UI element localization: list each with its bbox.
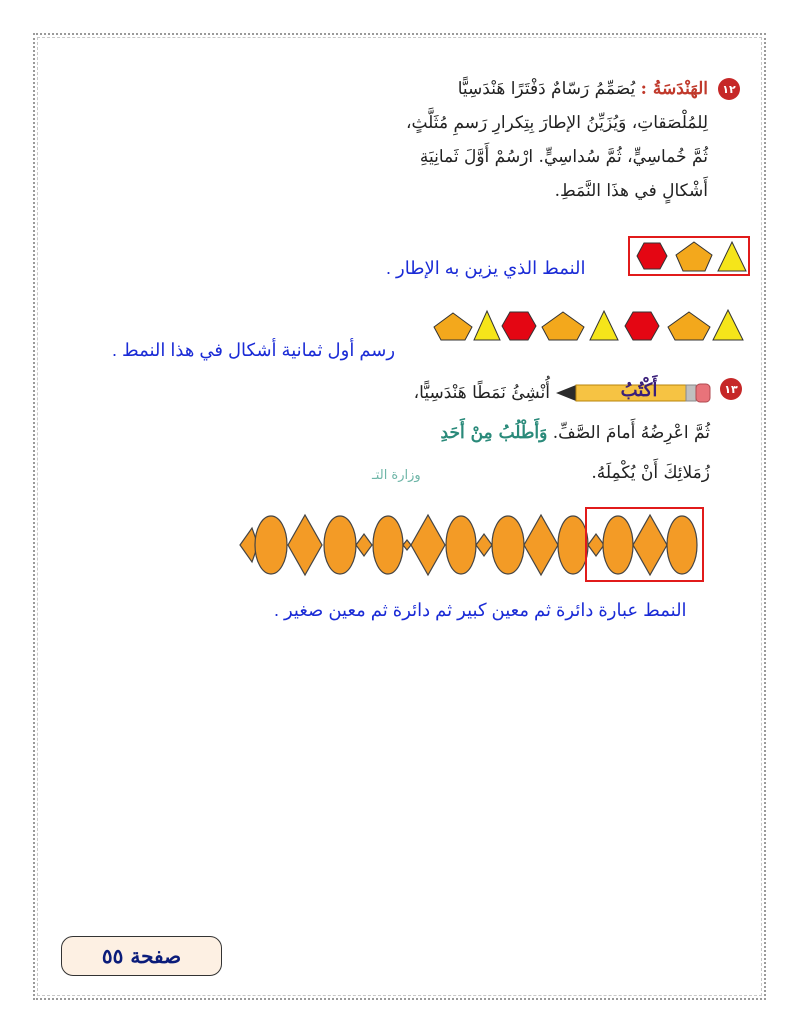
pattern-circle — [492, 516, 524, 574]
pattern-circle — [558, 516, 588, 574]
page-number-text: صفحة ٥٥ — [101, 944, 182, 968]
question-13-number: ١٣ — [724, 382, 738, 396]
question-13-line-3: زُمَلائِكَ أَنْ يُكْمِلَهُ. — [591, 463, 710, 483]
question-13-line-1: أُنْشِئُ نَمَطًا هَنْدَسِيًّا، — [413, 383, 550, 403]
pattern-diamond-large — [524, 515, 558, 575]
pattern-unit-frame — [585, 507, 704, 582]
question-12-line-4: أَشْكالٍ في هذَا النَّمَطِ. — [554, 181, 708, 201]
pencil-label: أَكْتُبُ — [620, 380, 658, 401]
pattern-diamond-small — [356, 534, 372, 556]
question-12-line-1-text: يُصَمِّمُ رَسّامٌ دَفْتَرًا هَنْدَسِيًّا — [457, 79, 636, 99]
question-13-line-2-text: ثُمَّ اعْرِضُهُ أَمامَ الصَّفِّ. — [552, 423, 710, 443]
question-12-keyword: الهَنْدَسَةُ : — [640, 79, 708, 99]
answer-1: النمط الذي يزين به الإطار . — [386, 258, 586, 278]
question-12-number: ١٢ — [722, 82, 736, 96]
pattern-circle — [255, 516, 287, 574]
answer-3: النمط عبارة دائرة ثم معين كبير ثم دائرة ثم معين صغير . — [274, 600, 687, 620]
pattern-circle — [324, 516, 356, 574]
pattern-diamond-large — [288, 515, 322, 575]
pattern-circle — [373, 516, 403, 574]
question-12-line-3: ثُمَّ خُماسِيٍّ، ثُمَّ سُداسِيٍّ. ارْسُمْ أَوَّلَ ثَمانِيَةِ — [419, 147, 708, 167]
pattern-circle — [446, 516, 476, 574]
question-13-line-2-highlight: وَأَطْلُبُ مِنْ أَحَدِ — [440, 423, 548, 443]
watermark-text: وزارة التـ — [372, 468, 421, 483]
pattern-diamond-large — [411, 515, 445, 575]
pattern-diamond-small — [403, 540, 411, 550]
answer-2: رسم أول ثمانية أشكال في هذا النمط . — [112, 340, 396, 360]
page-number-label — [61, 936, 222, 976]
question-12-line-2: لِلمُلْصَقاتِ، وَيُزَيِّنُ الإطارَ بِتِكرارِ رَسمِ مُثَلَّثٍ، — [406, 113, 708, 133]
pattern-diamond-small — [476, 534, 492, 556]
